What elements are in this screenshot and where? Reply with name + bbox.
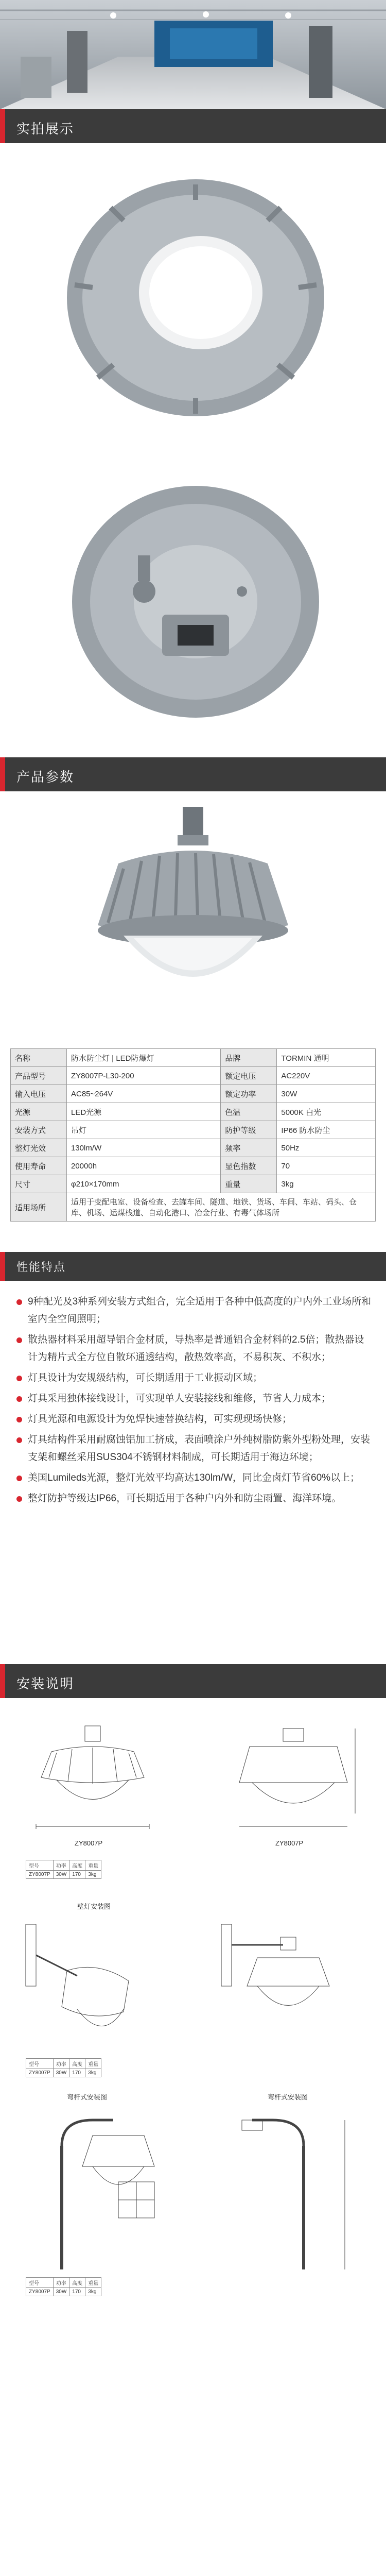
spec-key: 色温: [221, 1103, 277, 1121]
list-item: 灯具光源和电源设计为免焊快速替换结构，可实现现场快修；: [14, 1411, 372, 1428]
section-accent-stripe: [0, 109, 5, 143]
spec-value: 50Hz: [277, 1139, 376, 1157]
install-drawings: [0, 1710, 386, 2308]
table-row: [26, 2069, 101, 2077]
table-row: [26, 1860, 101, 1871]
spec-key: 整灯光效: [11, 1139, 67, 1157]
spec-key: 适用场所: [11, 1193, 67, 1222]
table-header: 重量: [85, 2278, 101, 2288]
list-item: 散热器材料采用超导铝合金材质，导热率是普通铝合金材料的2.5倍；散热器设计为精片式全方位自散环通透结构，散热效率高，不易积灰、不积水；: [14, 1331, 372, 1366]
spec-key: 安装方式: [11, 1121, 67, 1139]
table-header: 重量: [85, 1860, 101, 1871]
lamp-photo-side: [0, 791, 386, 1039]
spec-table: [10, 1048, 376, 1222]
table-row: [26, 2059, 101, 2069]
spec-key: 输入电压: [11, 1085, 67, 1103]
table-row: [11, 1103, 376, 1121]
spec-value: 适用于变配电室、设备检查、去罐车间、隧道、地铁、货场、车间、车站、码头、仓库、机场、运煤栈道、自动化港口、冶金行业、有毒气体场所: [67, 1193, 376, 1222]
table-header: 高度: [69, 2059, 85, 2069]
section-title: 安装说明: [16, 1676, 75, 1691]
spec-key: 重量: [221, 1175, 277, 1193]
drawing-caption: ZY8007P: [275, 1839, 304, 1847]
section-accent-stripe: [0, 757, 5, 791]
section-accent-stripe: [0, 1252, 5, 1281]
table-row: [11, 1157, 376, 1175]
spec-table-wrap: [10, 1048, 376, 1222]
table-row: [11, 1049, 376, 1067]
dimension-drawing-front: [21, 1721, 165, 1834]
table-cell: 3kg: [85, 2069, 101, 2077]
spec-key: 使用寿命: [11, 1157, 67, 1175]
drawing-caption: 弯杆式安装图: [67, 2093, 108, 2101]
dimension-table: [26, 2277, 101, 2296]
table-cell: 3kg: [85, 1871, 101, 1879]
pole-mount-drawing: [21, 2105, 185, 2275]
section-header-params: [0, 757, 386, 791]
dimension-table: [26, 1860, 101, 1879]
table-cell: 170: [69, 1871, 85, 1879]
spec-value: 5000K 白光: [277, 1103, 376, 1121]
spec-value: AC220V: [277, 1067, 376, 1085]
spec-key: 尺寸: [11, 1175, 67, 1193]
spec-value: 20000h: [67, 1157, 221, 1175]
spec-key: 频率: [221, 1139, 277, 1157]
table-cell: 30W: [53, 2069, 69, 2077]
wall-mount-drawing-2: [216, 1914, 371, 2048]
spec-key: 显色指数: [221, 1157, 277, 1175]
table-cell: ZY8007P: [26, 2069, 54, 2077]
list-item: 美国Lumileds光源，整灯光效平均高达130lm/W，同比金卤灯节省60%以上；: [14, 1469, 372, 1487]
spec-value: 130lm/W: [67, 1139, 221, 1157]
list-item: 9种配光及3种系列安装方式组合，完全适用于各种中低高度的户内外工业场所和室内全空间照明；: [14, 1293, 372, 1328]
hero-factory-photo: [0, 0, 386, 109]
spec-key: 额定功率: [221, 1085, 277, 1103]
table-cell: 30W: [53, 2288, 69, 2296]
section-accent-stripe: [0, 1664, 5, 1698]
table-cell: 170: [69, 2069, 85, 2077]
table-row: [26, 2288, 101, 2296]
spec-key: 产品型号: [11, 1067, 67, 1085]
table-header: 型号: [26, 1860, 54, 1871]
table-header: 高度: [69, 1860, 85, 1871]
spec-value: φ210×170mm: [67, 1175, 221, 1193]
list-item: 灯具采用独体接线设计，可实现单人安装接线和维修，节省人力成本；: [14, 1390, 372, 1408]
table-row: [11, 1121, 376, 1139]
spec-value: 30W: [277, 1085, 376, 1103]
table-row: [11, 1139, 376, 1157]
wall-mount-drawing: [21, 1914, 175, 2048]
table-row: [11, 1175, 376, 1193]
spec-value: TORMIN 通明: [277, 1049, 376, 1067]
lamp-photo-back: [0, 463, 386, 751]
spec-value: IP66 防水防尘: [277, 1121, 376, 1139]
spec-key: 品牌: [221, 1049, 277, 1067]
table-row: [11, 1067, 376, 1085]
spec-key: 光源: [11, 1103, 67, 1121]
table-cell: 3kg: [85, 2288, 101, 2296]
table-row: [11, 1193, 376, 1222]
section-title: 产品参数: [16, 769, 75, 785]
table-header: 型号: [26, 2278, 54, 2288]
spec-key: 名称: [11, 1049, 67, 1067]
spec-value: 3kg: [277, 1175, 376, 1193]
pole-mount-drawing-2: [221, 2105, 376, 2275]
spec-value: 防水防尘灯 | LED防爆灯: [67, 1049, 221, 1067]
section-header-features: [0, 1252, 386, 1281]
table-header: 高度: [69, 2278, 85, 2288]
table-cell: ZY8007P: [26, 2288, 54, 2296]
table-header: 重量: [85, 2059, 101, 2069]
table-cell: 30W: [53, 1871, 69, 1879]
table-row: [26, 2278, 101, 2288]
lamp-photo-angled: [0, 143, 386, 463]
spec-key: 防护等级: [221, 1121, 277, 1139]
spec-value: 吊灯: [67, 1121, 221, 1139]
table-cell: 170: [69, 2288, 85, 2296]
spec-value: LED光源: [67, 1103, 221, 1121]
table-header: 型号: [26, 2059, 54, 2069]
spec-key: 额定电压: [221, 1067, 277, 1085]
feature-list-wrap: [14, 1293, 372, 1511]
table-header: 功率: [53, 2059, 69, 2069]
section-header-install: [0, 1664, 386, 1698]
table-header: 功率: [53, 1860, 69, 1871]
table-row: [26, 1871, 101, 1879]
dimension-drawing-side: [221, 1721, 365, 1834]
table-cell: ZY8007P: [26, 1871, 54, 1879]
list-item: 灯具结构件采用耐腐蚀铝加工挤成，表面喷涂户外纯树脂防紫外型粉处理，安装支架和螺丝采用SUS304不锈钢材料制成，可长期适用于海边环境；: [14, 1431, 372, 1466]
list-item: 整灯防护等级达IP66，可长期适用于各种户内外和防尘雨置、海洋环境。: [14, 1490, 372, 1507]
table-row: [11, 1085, 376, 1103]
drawing-caption: 弯杆式安装图: [268, 2093, 308, 2101]
section-header-photos: [0, 109, 386, 143]
spec-value: ZY8007P-L30-200: [67, 1067, 221, 1085]
drawing-caption: ZY8007P: [75, 1839, 103, 1847]
table-header: 功率: [53, 2278, 69, 2288]
spec-value: 70: [277, 1157, 376, 1175]
section-title: 实拍展示: [16, 121, 75, 137]
list-item: 灯具设计为安规级结构，可长期适用于工业振动区域；: [14, 1369, 372, 1387]
feature-list: [14, 1293, 372, 1507]
spec-value: AC85~264V: [67, 1085, 221, 1103]
dimension-table: [26, 2058, 101, 2077]
drawing-caption: 壁灯安装图: [77, 1903, 111, 1910]
section-title: 性能特点: [16, 1261, 66, 1274]
